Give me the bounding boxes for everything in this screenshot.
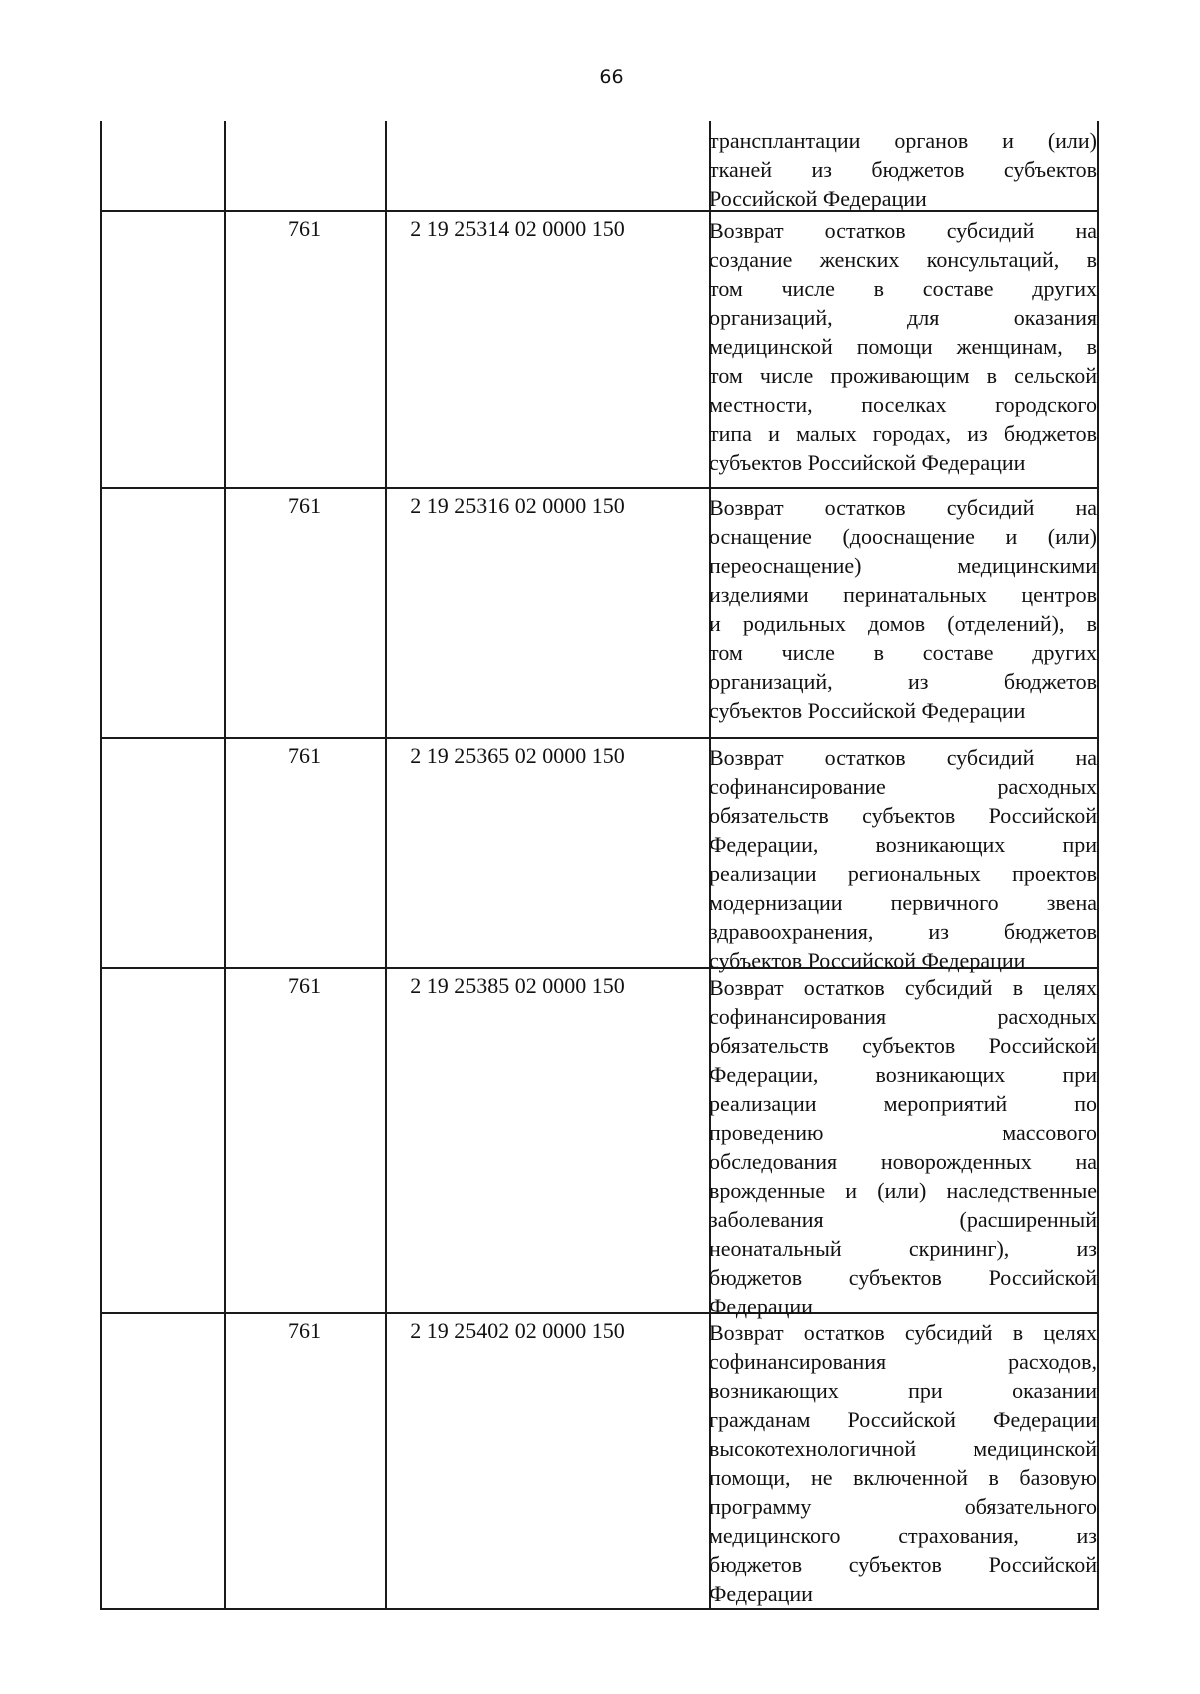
- description-line: медицинского страхования, из: [709, 1523, 1097, 1548]
- column-border-4: [1097, 121, 1099, 1608]
- description-line: проведению массового: [709, 1120, 1097, 1145]
- column-border-2: [385, 121, 387, 1608]
- description-line: софинансирования расходов,: [709, 1349, 1097, 1374]
- description-cell: [709, 743, 1097, 975]
- description-cell: [709, 1318, 1097, 1608]
- description-line: субъектов Российской Федерации: [709, 698, 1026, 723]
- description-line: обследования новорожденных на: [709, 1149, 1097, 1174]
- row-border-2: [100, 737, 1099, 739]
- description-line: создание женских консультаций, в: [709, 247, 1097, 272]
- description-line: Возврат остатков субсидий на: [709, 218, 1097, 243]
- description-line: том числе в составе других: [709, 640, 1097, 665]
- description-line: медицинской помощи женщинам, в: [709, 334, 1097, 359]
- description-line: неонатальный скрининг), из: [709, 1236, 1097, 1261]
- description-cell: [709, 493, 1097, 725]
- description-cell: [709, 216, 1097, 477]
- budget-code-cell: 2 19 25365 02 0000 150: [410, 743, 625, 768]
- description-line: Возврат остатков субсидий в целях: [709, 975, 1097, 1000]
- description-line: врожденные и (или) наследственные: [709, 1178, 1097, 1203]
- description-line: программу обязательного: [709, 1494, 1097, 1519]
- description-line: обязательств субъектов Российской: [709, 803, 1097, 828]
- description-line: помощи, не включенной в базовую: [709, 1465, 1097, 1490]
- admin-code-cell: 761: [288, 1318, 321, 1343]
- budget-code-cell: 2 19 25385 02 0000 150: [410, 973, 625, 998]
- page-number: 66: [599, 66, 624, 88]
- description-line: гражданам Российской Федерации: [709, 1407, 1097, 1432]
- description-cell: [709, 126, 1097, 213]
- description-line: трансплантации органов и (или): [709, 128, 1097, 153]
- description-line: реализации мероприятий по: [709, 1091, 1097, 1116]
- description-line: бюджетов субъектов Российской: [709, 1552, 1097, 1577]
- description-line: организаций, для оказания: [709, 305, 1097, 330]
- description-line: заболевания (расширенный: [709, 1207, 1097, 1232]
- description-line: Возврат остатков субсидий в целях: [709, 1320, 1097, 1345]
- description-line: организаций, из бюджетов: [709, 669, 1097, 694]
- description-line: Возврат остатков субсидий на: [709, 745, 1097, 770]
- description-line: обязательств субъектов Российской: [709, 1033, 1097, 1058]
- admin-code-cell: 761: [288, 973, 321, 998]
- description-line: Возврат остатков субсидий на: [709, 495, 1097, 520]
- description-line: оснащение (дооснащение и (или): [709, 524, 1097, 549]
- budget-code-cell: 2 19 25314 02 0000 150: [410, 216, 625, 241]
- column-border-0: [100, 121, 102, 1608]
- description-line: возникающих при оказании: [709, 1378, 1097, 1403]
- description-line: Федерации: [709, 1294, 813, 1319]
- budget-code-cell: 2 19 25316 02 0000 150: [410, 493, 625, 518]
- description-line: изделиями перинатальных центров: [709, 582, 1097, 607]
- admin-code-cell: 761: [288, 743, 321, 768]
- description-line: переоснащение) медицинскими: [709, 553, 1097, 578]
- budget-code-cell: 2 19 25402 02 0000 150: [410, 1318, 625, 1343]
- row-border-5: [100, 1608, 1099, 1610]
- description-line: Федерации, возникающих при: [709, 1062, 1097, 1087]
- description-line: субъектов Российской Федерации: [709, 450, 1026, 475]
- description-line: софинансирования расходных: [709, 1004, 1097, 1029]
- description-line: Федерации, возникающих при: [709, 832, 1097, 857]
- description-cell: [709, 973, 1097, 1321]
- description-line: реализации региональных проектов: [709, 861, 1097, 886]
- column-border-1: [224, 121, 226, 1608]
- description-line: модернизации первичного звена: [709, 890, 1097, 915]
- admin-code-cell: 761: [288, 493, 321, 518]
- admin-code-cell: 761: [288, 216, 321, 241]
- description-line: тканей из бюджетов субъектов: [709, 157, 1097, 182]
- description-line: Российской Федерации: [709, 186, 927, 211]
- description-line: субъектов Российской Федерации: [709, 948, 1026, 973]
- description-line: здравоохранения, из бюджетов: [709, 919, 1097, 944]
- description-line: том числе проживающим в сельской: [709, 363, 1097, 388]
- description-line: бюджетов субъектов Российской: [709, 1265, 1097, 1290]
- row-border-1: [100, 487, 1099, 489]
- description-line: том числе в составе других: [709, 276, 1097, 301]
- description-line: софинансирование расходных: [709, 774, 1097, 799]
- description-line: и родильных домов (отделений), в: [709, 611, 1097, 636]
- description-line: местности, поселках городского: [709, 392, 1097, 417]
- description-line: типа и малых городах, из бюджетов: [709, 421, 1097, 446]
- description-line: высокотехнологичной медицинской: [709, 1436, 1097, 1461]
- description-line: Федерации: [709, 1581, 813, 1606]
